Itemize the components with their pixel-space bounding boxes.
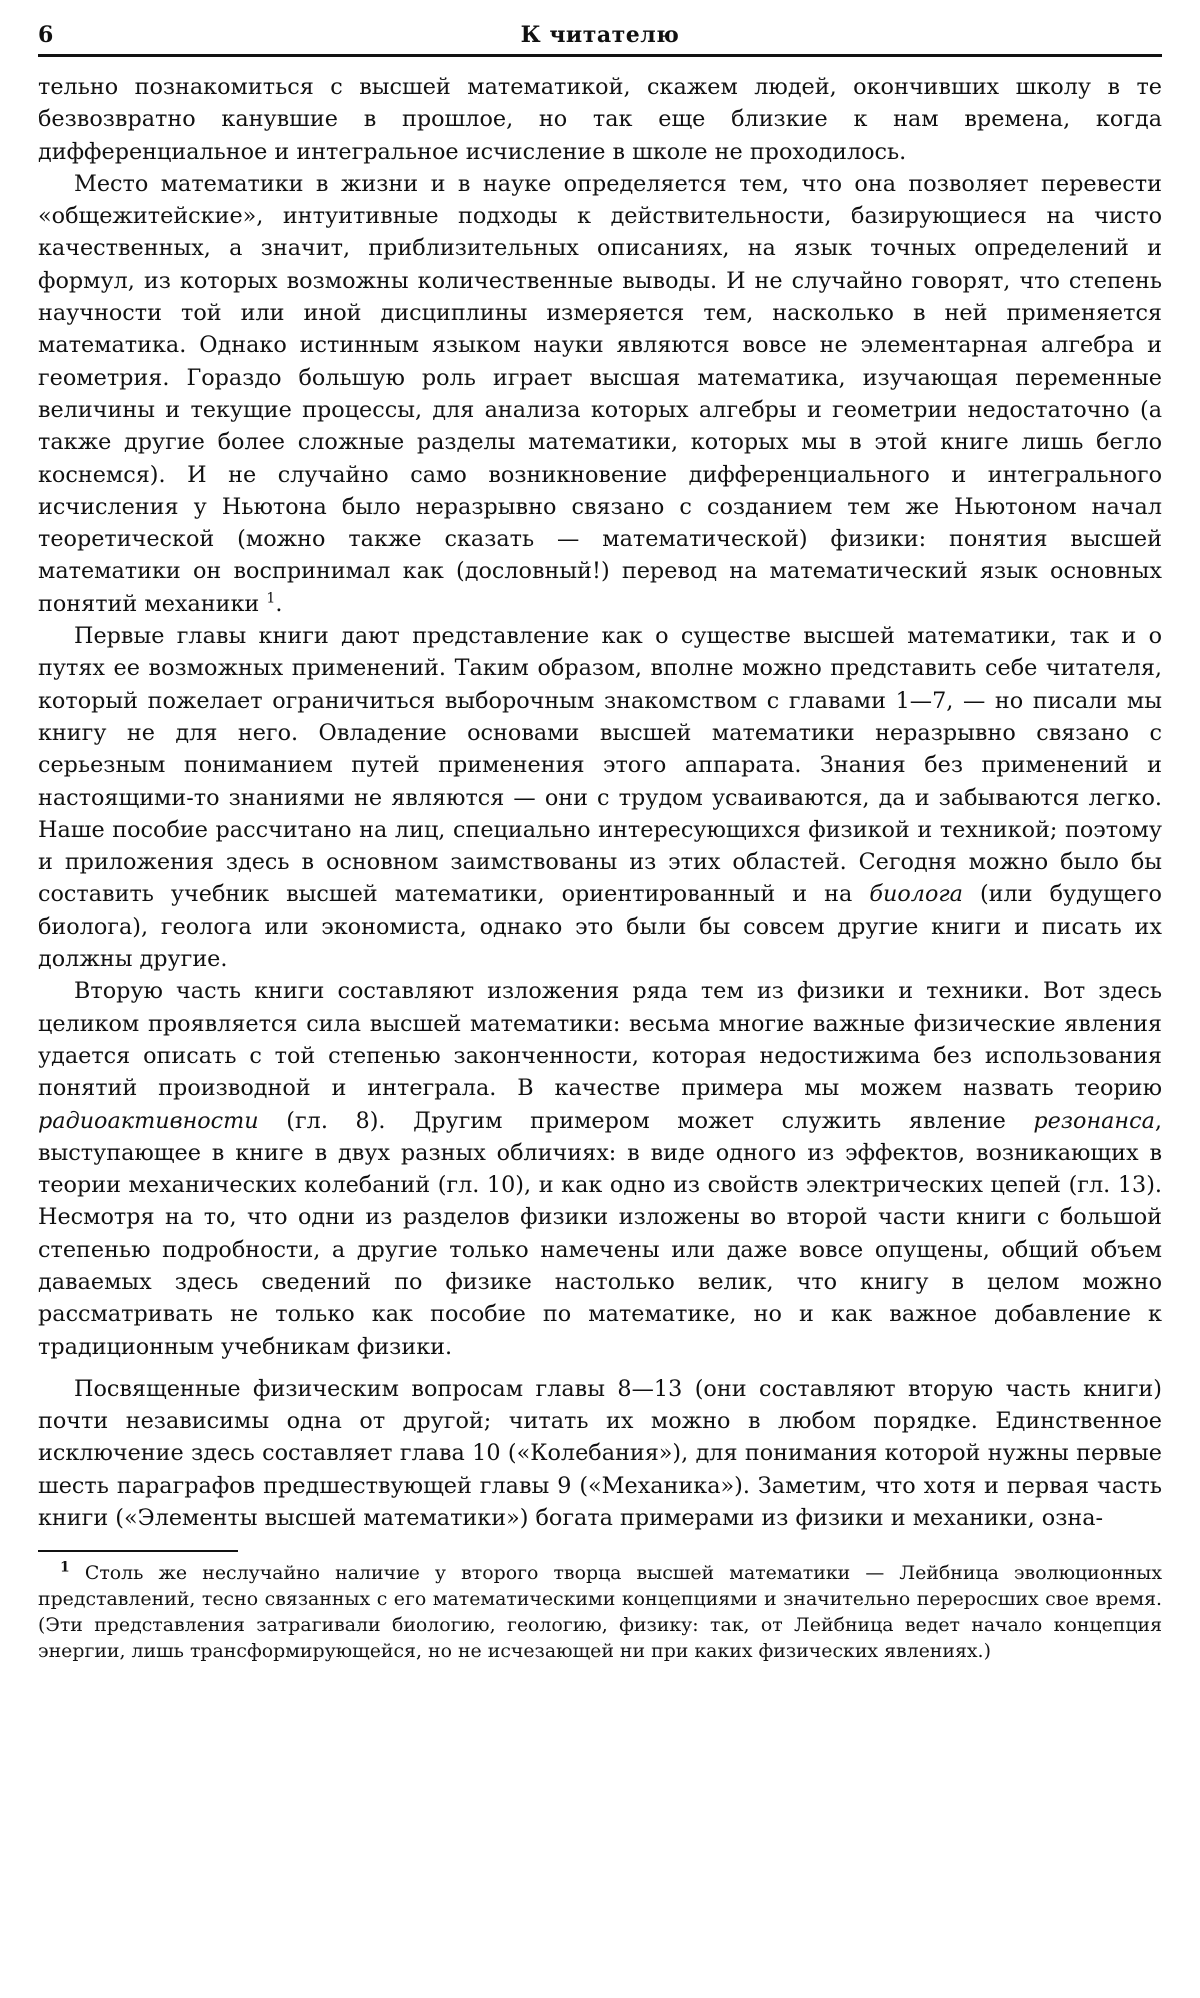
paragraph-text: , выступающее в книге в двух разных обличиях: в виде одного из эффектов, возникающих в теории механических колебаний (гл. 10), и как одно из свойств электрических цепей (гл. 13). Несмотря на то, что одни из разделов физики изложены во второй части книги с большой степенью подробности, а другие только намечены или даже вовсе опущены, общий объем даваемых здесь сведений по физике настолько велик, что книгу в целом можно рассматривать не только как пособие по математике, но и как важное добавление к традиционным учебникам физики. [38,1107,1162,1360]
paragraph-text: Место математики в жизни и в науке определяется тем, что она позволяет перевести «общежитейские», интуитивные подходы к действительности, базирующиеся на чисто качественных, а значит, приблизительных описаниях, на язык точных определений и формул, из которых возможны количественные выводы. И не случайно говорят, что степень научности той или иной дисциплины измеряется тем, насколько в ней применяется математика. Однако истинным языком науки являются вовсе не элементарная алгебра и геометрия. Гораздо большую роль играет высшая математика, изучающая переменные величины и текущие процессы, для анализа которых алгебры и геометрии недостаточно (а также другие более сложные разделы математики, которых мы в этой книге лишь бегло коснемся). И не случайно само возникновение дифференциального и интегрального исчисления у Ньютона было неразрывно связано с созданием тем же Ньютоном начал теоретической (можно также сказать — математической) физики: понятия высшей математики он воспринимал как (дословный!) перевод на математический язык основных понятий механики [38,170,1162,617]
footnote-reference[interactable]: 1 [266,590,276,607]
paragraph-text-end: . [275,590,283,617]
paragraph-text: (гл. 8). Другим примером может служить явление [258,1107,1034,1134]
running-title: К читателю [520,22,680,48]
footnote [38,1560,1162,1664]
paragraph-first-chapters [38,620,1162,975]
emphasis-text: радиоактивности [38,1107,259,1134]
paragraph-text: (или будущего биолога), геолога или экономиста, однако это были бы совсем другие книги и писать их должны другие. [38,881,1162,973]
footnote-divider [38,1550,238,1552]
page-number: 6 [38,22,54,48]
page-header [38,22,1162,57]
paragraph-second-part [38,975,1162,1363]
paragraph-continued: тельно познакомиться с высшей математикой, скажем людей, окончивших школу в те безвозвратно канувшие в прошлое, но так еще близкие к нам времена, когда дифференциальное и интегральное исчисление в школе не проходилось. [38,74,1162,165]
paragraph-text: Вторую часть книги составляют изложения ряда тем из физики и техники. Вот здесь целиком проявляется сила высшей математики: весьма многие важные физические явления удается описать с той степенью законченности, которая недостижима без использования понятий производной и интеграла. В качестве примера мы можем назвать теорию [38,978,1162,1102]
footnote-text: Столь же неслучайно наличие у второго творца высшей математики — Лейбница эволюционных представлений, тесно связанных с его математическими концепциями и значительно переросших свое время. (Эти представления затрагивали биологию, геологию, физику: так, от Лейбница ведет начало концепция энергии, лишь трансформирующейся, но не исчезающей ни при каких физических явлениях.) [38,1562,1162,1663]
body-text [38,71,1162,1534]
paragraph-math-role [38,168,1162,620]
footnote-mark: 1 [60,1560,70,1577]
paragraph-physics-chapters: Посвященные физическим вопросам главы 8—13 (они составляют вторую часть книги) почти независимы одна от другой; читать их можно в любом порядке. Единственное исключение здесь составляет глава 10 («Колебания»), для понимания которой нужны первые шесть параграфов предшествующей главы 9 («Механика»). Заметим, что хотя и первая часть книги («Элементы высшей математики») богата примерами из физики и механики, озна- [38,1375,1162,1532]
emphasis-text: биолога [869,881,963,908]
emphasis-text: резонанса [1033,1107,1155,1134]
paragraph-text: Первые главы книги дают представление как о существе высшей математики, так и о путях ее возможных применений. Таким образом, вполне можно представить себе читателя, который пожелает ограничиться выборочным знакомством с главами 1—7, — но писали мы книгу не для него. Овладение основами высшей математики неразрывно связано с серьезным пониманием путей применения этого аппарата. Знания без применений и настоящими-то знаниями не являются — они с трудом усваиваются, да и забываются легко. Наше пособие рассчитано на лиц, специально интересующихся физикой и техникой; поэтому и приложения здесь в основном заимствованы из этих областей. Сегодня можно было бы составить учебник высшей математики, ориентированный и на [38,623,1162,908]
